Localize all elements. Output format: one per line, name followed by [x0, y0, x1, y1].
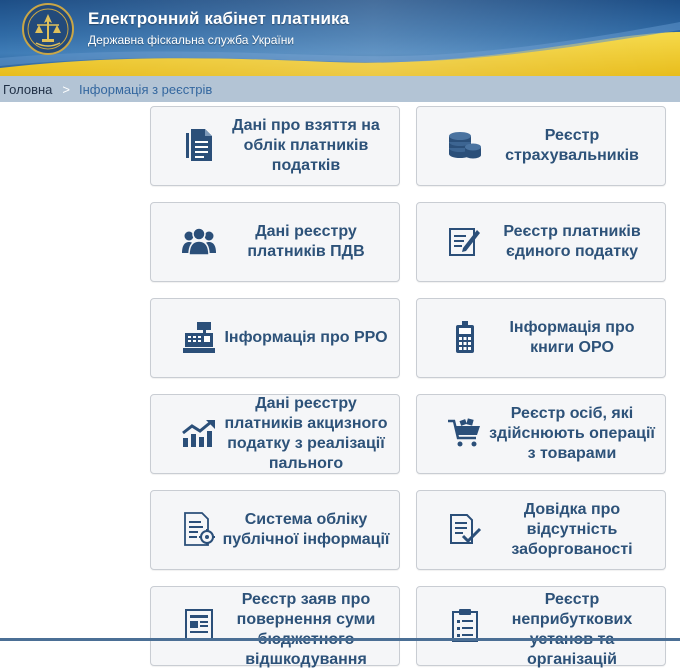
- site-header: [0, 0, 680, 76]
- shopping-cart-icon: [447, 415, 483, 451]
- card-label: Реєстр платників єдиного податку: [503, 223, 641, 260]
- bottom-divider: [0, 638, 680, 641]
- edit-form-icon: [447, 223, 483, 259]
- coins-stack-icon: [447, 127, 483, 163]
- card-label: Реєстр страхувальників: [505, 127, 639, 164]
- card-label: Дані реєстру платників акцизного податку з реалізації пального: [224, 395, 388, 472]
- tax-service-logo: [22, 3, 74, 55]
- users-group-icon: [181, 223, 217, 259]
- page-subtitle: Державна фіскальна служба України: [88, 33, 295, 47]
- card-public-info-system[interactable]: [150, 490, 400, 570]
- card-insurers-registry[interactable]: [416, 106, 666, 186]
- card-label: Дані реєстру платників ПДВ: [247, 223, 365, 260]
- card-excise-fuel-registry[interactable]: [150, 394, 400, 474]
- document-settings-icon: [181, 511, 217, 547]
- card-budget-refund-applications[interactable]: [150, 586, 400, 666]
- calculator-icon: [447, 319, 483, 355]
- breadcrumb: [0, 76, 680, 102]
- card-label: Інформація про книги ОРО: [509, 319, 635, 356]
- breadcrumb-separator: >: [62, 81, 70, 97]
- card-nonprofit-registry[interactable]: [416, 586, 666, 666]
- card-label: Реєстр заяв про повернення суми відшкодування: [236, 591, 376, 668]
- document-check-icon: [447, 511, 483, 547]
- card-goods-operators-registry[interactable]: [416, 394, 666, 474]
- document-icon: [181, 127, 217, 163]
- card-oro-books-info[interactable]: [416, 298, 666, 378]
- card-label: Система обліку публічної інформації: [222, 511, 390, 548]
- cash-register-icon: [181, 319, 217, 355]
- card-label: Реєстр осіб, які здійснюють операції з товарами: [489, 405, 655, 462]
- growth-chart-icon: [181, 415, 217, 451]
- card-label: Реєстр неприбуткових організацій: [511, 591, 633, 668]
- card-no-debt-certificate[interactable]: [416, 490, 666, 570]
- card-rro-info[interactable]: [150, 298, 400, 378]
- breadcrumb-current: Інформація з реєстрів: [79, 81, 213, 97]
- card-vat-payers-registry[interactable]: [150, 202, 400, 282]
- page-title: Електронний кабінет платника: [88, 9, 350, 28]
- card-label: Довідка про відсутність заборгованості: [511, 501, 633, 558]
- card-label: Дані про взяття на облік платників податків: [232, 117, 380, 174]
- breadcrumb-home-link[interactable]: Головна: [3, 81, 53, 97]
- card-single-tax-registry[interactable]: [416, 202, 666, 282]
- card-label: Інформація про РРО: [224, 329, 388, 346]
- card-taxpayer-registration[interactable]: [150, 106, 400, 186]
